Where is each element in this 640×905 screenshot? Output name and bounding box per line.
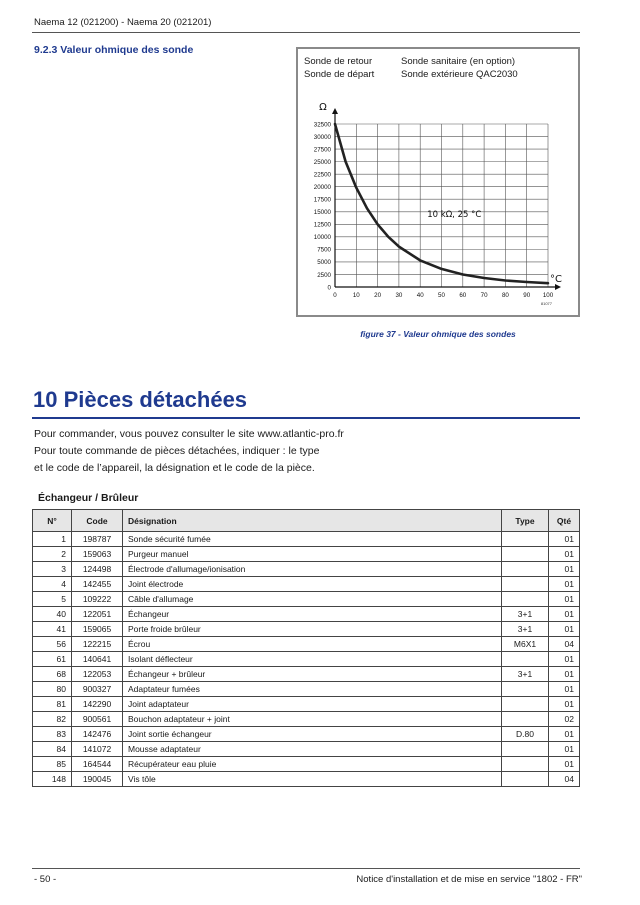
cell-quantity: 01 (549, 622, 580, 637)
cell-designation: Sonde sécurité fumée (123, 532, 502, 547)
cell-type (502, 712, 549, 727)
y-tick-label: 0 (327, 284, 331, 292)
table-row (33, 637, 580, 652)
intro-line: Pour commander, vous pouvez consulter le site www.atlantic-pro.fr (34, 428, 344, 440)
cell-number: 81 (33, 697, 72, 712)
cell-quantity: 01 (549, 682, 580, 697)
table-row (33, 562, 580, 577)
cell-designation: Échangeur + brûleur (123, 667, 502, 682)
y-tick-label: 2500 (317, 271, 331, 279)
cell-designation: Joint adaptateur (123, 697, 502, 712)
document-reference: Notice d'installation et de mise en service "1802 - FR" (356, 874, 582, 885)
cell-code: 142290 (72, 697, 123, 712)
y-tick-label: 12500 (313, 221, 331, 229)
table-row (33, 652, 580, 667)
table-row (33, 712, 580, 727)
cell-quantity: 01 (549, 577, 580, 592)
cell-quantity: 01 (549, 697, 580, 712)
page-number: - 50 - (34, 874, 57, 885)
cell-code: 141072 (72, 742, 123, 757)
cell-type (502, 697, 549, 712)
cell-quantity: 01 (549, 547, 580, 562)
cell-designation: Mousse adaptateur (123, 742, 502, 757)
col-header-number: N° (33, 510, 72, 532)
cell-quantity: 04 (549, 772, 580, 787)
cell-quantity: 01 (549, 727, 580, 742)
cell-type: 3+1 (502, 607, 549, 622)
y-tick-label: 30000 (313, 133, 331, 141)
cell-type (502, 562, 549, 577)
table-heading: Échangeur / Brûleur (38, 492, 139, 504)
parts-table (32, 509, 580, 787)
intro-line: et le code de l’appareil, la désignation et le code de la pièce. (34, 462, 315, 474)
cell-number: 85 (33, 757, 72, 772)
y-axis-arrow (332, 108, 338, 114)
x-tick-label: 10 (352, 292, 360, 299)
table-row (33, 547, 580, 562)
y-tick-label: 20000 (313, 183, 331, 191)
y-tick-label: 27500 (313, 146, 331, 154)
cell-type (502, 652, 549, 667)
cell-number: 61 (33, 652, 72, 667)
cell-code: 109222 (72, 592, 123, 607)
legend-item: Sonde de départ (304, 69, 375, 80)
cell-designation: Joint sortie échangeur (123, 727, 502, 742)
cell-type: 3+1 (502, 667, 549, 682)
table-row (33, 742, 580, 757)
cell-code: 140641 (72, 652, 123, 667)
y-tick-label: 25000 (313, 158, 331, 166)
cell-code: 124498 (72, 562, 123, 577)
x-tick-label: 60 (459, 292, 467, 299)
intro-text (34, 426, 344, 477)
table-row (33, 592, 580, 607)
legend-item: Sonde de retour (304, 56, 373, 67)
cell-quantity: 01 (549, 562, 580, 577)
cell-type (502, 577, 549, 592)
legend-item: Sonde extérieure QAC2030 (401, 69, 518, 80)
x-tick-label: 40 (416, 292, 424, 299)
table-row (33, 727, 580, 742)
col-header-code: Code (72, 510, 123, 532)
legend-item: Sonde sanitaire (en option) (401, 56, 516, 67)
cell-designation: Adaptateur fumées (123, 682, 502, 697)
cell-type (502, 742, 549, 757)
cell-type (502, 547, 549, 562)
cell-code: 900561 (72, 712, 123, 727)
cell-designation: Récupérateur eau pluie (123, 757, 502, 772)
y-tick-label: 7500 (317, 246, 331, 254)
cell-number: 4 (33, 577, 72, 592)
cell-number: 80 (33, 682, 72, 697)
table-row (33, 622, 580, 637)
cell-code: 198787 (72, 532, 123, 547)
cell-number: 84 (33, 742, 72, 757)
cell-code: 159065 (72, 622, 123, 637)
cell-designation: Vis tôle (123, 772, 502, 787)
cell-number: 2 (33, 547, 72, 562)
cell-quantity: 01 (549, 592, 580, 607)
header-rule (32, 32, 580, 33)
chart-annotation: 10 kΩ, 25 °C (427, 209, 482, 220)
x-tick-label: 20 (374, 292, 382, 299)
section-heading: 9.2.3 Valeur ohmique des sonde (34, 44, 194, 56)
cell-code: 900327 (72, 682, 123, 697)
cell-number: 5 (33, 592, 72, 607)
cell-designation: Porte froide brûleur (123, 622, 502, 637)
cell-quantity: 01 (549, 532, 580, 547)
cell-number: 83 (33, 727, 72, 742)
x-tick-label: 50 (438, 292, 445, 299)
y-tick-label: 32500 (313, 121, 331, 129)
table-row (33, 577, 580, 592)
cell-type (502, 682, 549, 697)
cell-quantity: 02 (549, 712, 580, 727)
y-axis-label: Ω (319, 102, 327, 113)
x-axis-label: °C (550, 274, 562, 285)
table-row (33, 697, 580, 712)
y-tick-label: 15000 (313, 209, 331, 217)
cell-number: 82 (33, 712, 72, 727)
figure-reference: 81077 (540, 301, 552, 306)
cell-type: M6X1 (502, 637, 549, 652)
col-header-designation: Désignation (123, 510, 502, 532)
col-header-type: Type (502, 510, 549, 532)
table-row (33, 667, 580, 682)
cell-quantity: 01 (549, 757, 580, 772)
cell-code: 142476 (72, 727, 123, 742)
cell-quantity: 01 (549, 742, 580, 757)
cell-quantity: 01 (549, 652, 580, 667)
table-row (33, 772, 580, 787)
cell-number: 1 (33, 532, 72, 547)
cell-type (502, 592, 549, 607)
cell-type (502, 772, 549, 787)
y-tick-label: 10000 (313, 234, 331, 242)
table-row (33, 607, 580, 622)
x-tick-label: 30 (395, 292, 403, 299)
cell-designation: Écrou (123, 637, 502, 652)
cell-designation: Bouchon adaptateur + joint (123, 712, 502, 727)
x-tick-label: 0 (333, 292, 337, 299)
figure-caption: figure 37 - Valeur ohmique des sondes (360, 329, 516, 339)
cell-number: 40 (33, 607, 72, 622)
footer-rule (32, 868, 580, 869)
chapter-title: 10 Pièces détachées (33, 387, 248, 412)
cell-quantity: 04 (549, 637, 580, 652)
cell-code: 122215 (72, 637, 123, 652)
cell-designation: Purgeur manuel (123, 547, 502, 562)
document-header: Naema 12 (021200) - Naema 20 (021201) (34, 17, 212, 28)
resistance-chart (298, 49, 578, 315)
cell-code: 164544 (72, 757, 123, 772)
cell-code: 122051 (72, 607, 123, 622)
y-tick-label: 17500 (313, 196, 331, 204)
cell-quantity: 01 (549, 667, 580, 682)
x-tick-label: 80 (501, 292, 509, 299)
y-tick-label: 22500 (313, 171, 331, 179)
col-header-quantity: Qté (549, 510, 580, 532)
cell-type (502, 532, 549, 547)
x-tick-label: 70 (480, 292, 488, 299)
intro-line: Pour toute commande de pièces détachées, indiquer : le type (34, 445, 320, 457)
x-tick-label: 90 (523, 292, 531, 299)
cell-number: 41 (33, 622, 72, 637)
cell-designation: Câble d'allumage (123, 592, 502, 607)
y-tick-label: 5000 (317, 259, 331, 267)
cell-type: D.80 (502, 727, 549, 742)
table-row (33, 682, 580, 697)
chapter-rule (32, 417, 580, 419)
figure-box (296, 47, 580, 317)
cell-code: 122053 (72, 667, 123, 682)
cell-number: 148 (33, 772, 72, 787)
table-row (33, 757, 580, 772)
cell-type: 3+1 (502, 622, 549, 637)
cell-quantity: 01 (549, 607, 580, 622)
cell-designation: Joint électrode (123, 577, 502, 592)
cell-number: 68 (33, 667, 72, 682)
cell-designation: Échangeur (123, 607, 502, 622)
cell-code: 159063 (72, 547, 123, 562)
cell-number: 56 (33, 637, 72, 652)
cell-type (502, 757, 549, 772)
table-row (33, 532, 580, 547)
cell-designation: Électrode d'allumage/ionisation (123, 562, 502, 577)
x-tick-label: 100 (542, 292, 554, 299)
cell-code: 142455 (72, 577, 123, 592)
cell-designation: Isolant déflecteur (123, 652, 502, 667)
cell-number: 3 (33, 562, 72, 577)
cell-code: 190045 (72, 772, 123, 787)
table-header-row (33, 510, 580, 532)
